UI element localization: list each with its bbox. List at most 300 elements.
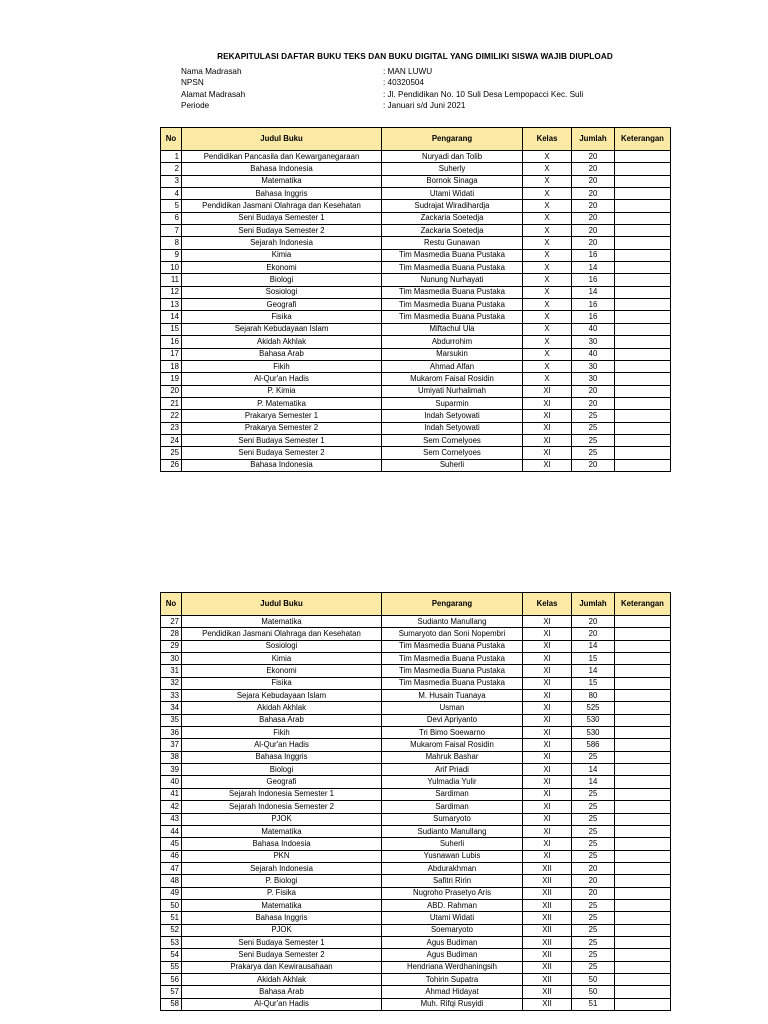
table-row	[161, 986, 671, 998]
cell-quantity: 20	[572, 397, 615, 409]
table-row	[161, 739, 671, 751]
cell-notes	[615, 825, 671, 837]
cell-quantity: 80	[572, 690, 615, 702]
table-row	[161, 776, 671, 788]
cell-class: X	[523, 188, 572, 200]
cell-author: Nugroho Prasetyo Aris	[382, 887, 523, 899]
cell-no: 58	[161, 998, 182, 1010]
table-row	[161, 163, 671, 175]
cell-quantity: 25	[572, 434, 615, 446]
col-header-author: Pengarang	[382, 128, 523, 151]
cell-author: Tim Masmedia Buana Pustaka	[382, 286, 523, 298]
cell-quantity: 530	[572, 727, 615, 739]
cell-title: Ekonomi	[182, 665, 382, 677]
cell-notes	[615, 348, 671, 360]
table-row	[161, 336, 671, 348]
cell-class: XII	[523, 899, 572, 911]
cell-quantity: 525	[572, 702, 615, 714]
table-row	[161, 887, 671, 899]
table-row	[161, 862, 671, 874]
cell-no: 30	[161, 653, 182, 665]
cell-author: Nunung Nurhayati	[382, 274, 523, 286]
cell-quantity: 25	[572, 936, 615, 948]
cell-notes	[615, 311, 671, 323]
cell-notes	[615, 801, 671, 813]
cell-class: XI	[523, 714, 572, 726]
cell-no: 1	[161, 151, 182, 163]
cell-class: XII	[523, 924, 572, 936]
cell-no: 24	[161, 434, 182, 446]
cell-class: XII	[523, 936, 572, 948]
table-row	[161, 249, 671, 261]
cell-class: XI	[523, 410, 572, 422]
cell-class: XI	[523, 677, 572, 689]
cell-class: XI	[523, 813, 572, 825]
cell-class: XI	[523, 801, 572, 813]
cell-notes	[615, 225, 671, 237]
cell-author: Ahmad Hidayat	[382, 986, 523, 998]
cell-notes	[615, 788, 671, 800]
cell-notes	[615, 998, 671, 1010]
cell-quantity: 20	[572, 237, 615, 249]
cell-class: XII	[523, 961, 572, 973]
cell-class: XII	[523, 998, 572, 1010]
table-row	[161, 311, 671, 323]
cell-no: 44	[161, 825, 182, 837]
col-header-no: No	[161, 593, 182, 616]
cell-class: XI	[523, 788, 572, 800]
cell-no: 49	[161, 887, 182, 899]
cell-quantity: 30	[572, 360, 615, 372]
cell-title: Seni Budaya Semester 1	[182, 212, 382, 224]
cell-quantity: 20	[572, 163, 615, 175]
cell-class: XI	[523, 653, 572, 665]
cell-class: XI	[523, 422, 572, 434]
cell-title: Fikih	[182, 360, 382, 372]
cell-class: XII	[523, 973, 572, 985]
cell-no: 19	[161, 373, 182, 385]
cell-notes	[615, 299, 671, 311]
col-header-class: Kelas	[523, 128, 572, 151]
table-row	[161, 813, 671, 825]
cell-class: XII	[523, 986, 572, 998]
cell-title: PJOK	[182, 924, 382, 936]
cell-class: XII	[523, 887, 572, 899]
cell-author: Zackaria Soetedja	[382, 212, 523, 224]
table-row	[161, 225, 671, 237]
table-row	[161, 360, 671, 372]
cell-class: X	[523, 151, 572, 163]
table-row	[161, 850, 671, 862]
cell-title: Fisika	[182, 677, 382, 689]
cell-quantity: 20	[572, 628, 615, 640]
table-row	[161, 434, 671, 446]
cell-class: X	[523, 237, 572, 249]
cell-quantity: 25	[572, 447, 615, 459]
cell-author: ABD. Rahman	[382, 899, 523, 911]
cell-author: Mahruk Bashar	[382, 751, 523, 763]
cell-quantity: 50	[572, 973, 615, 985]
table-row	[161, 690, 671, 702]
cell-no: 31	[161, 665, 182, 677]
cell-author: Mukarom Faisal Rosidin	[382, 373, 523, 385]
cell-notes	[615, 262, 671, 274]
cell-no: 8	[161, 237, 182, 249]
cell-quantity: 25	[572, 410, 615, 422]
table-row	[161, 628, 671, 640]
cell-notes	[615, 616, 671, 628]
cell-title: Biologi	[182, 764, 382, 776]
cell-class: XI	[523, 825, 572, 837]
cell-author: Devi Apriyanto	[382, 714, 523, 726]
cell-title: Fisika	[182, 311, 382, 323]
cell-notes	[615, 163, 671, 175]
cell-quantity: 25	[572, 924, 615, 936]
table-row	[161, 410, 671, 422]
table-row	[161, 640, 671, 652]
cell-quantity: 530	[572, 714, 615, 726]
cell-no: 25	[161, 447, 182, 459]
table-row	[161, 899, 671, 911]
cell-no: 32	[161, 677, 182, 689]
cell-class: XI	[523, 665, 572, 677]
cell-no: 23	[161, 422, 182, 434]
cell-author: Sumaryoto	[382, 813, 523, 825]
table-row	[161, 677, 671, 689]
cell-no: 39	[161, 764, 182, 776]
cell-no: 34	[161, 702, 182, 714]
cell-title: Prakarya Semester 1	[182, 410, 382, 422]
cell-quantity: 20	[572, 875, 615, 887]
cell-author: Miftachul Ula	[382, 323, 523, 335]
cell-quantity: 15	[572, 653, 615, 665]
cell-no: 50	[161, 899, 182, 911]
cell-notes	[615, 912, 671, 924]
table-row	[161, 825, 671, 837]
info-label: NPSN	[181, 78, 204, 88]
cell-class: X	[523, 274, 572, 286]
cell-notes	[615, 385, 671, 397]
col-header-notes: Keterangan	[615, 128, 671, 151]
cell-title: Bahasa Indonesia	[182, 163, 382, 175]
table-header-row	[161, 593, 671, 616]
cell-no: 56	[161, 973, 182, 985]
info-value: : Januari s/d Juni 2021	[383, 101, 466, 111]
cell-notes	[615, 422, 671, 434]
col-header-title: Judul Buku	[182, 593, 382, 616]
cell-notes	[615, 764, 671, 776]
cell-class: XI	[523, 447, 572, 459]
cell-author: Muh. Rifqi Rusyidi	[382, 998, 523, 1010]
cell-author: Sudianto Manullang	[382, 616, 523, 628]
cell-class: X	[523, 286, 572, 298]
table-row	[161, 998, 671, 1010]
cell-notes	[615, 961, 671, 973]
cell-no: 29	[161, 640, 182, 652]
cell-title: Seni Budaya Semester 2	[182, 949, 382, 961]
cell-author: Umiyati Nurhalimah	[382, 385, 523, 397]
book-table-1	[160, 127, 671, 472]
cell-title: Akidah Akhlak	[182, 336, 382, 348]
cell-author: Tim Masmedia Buana Pustaka	[382, 677, 523, 689]
cell-title: Sejarah Indonesia	[182, 862, 382, 874]
cell-title: Sejarah Kebudayaan Islam	[182, 323, 382, 335]
cell-notes	[615, 862, 671, 874]
table-row	[161, 151, 671, 163]
cell-author: Tim Masmedia Buana Pustaka	[382, 299, 523, 311]
cell-no: 7	[161, 225, 182, 237]
cell-no: 4	[161, 188, 182, 200]
cell-class: XI	[523, 459, 572, 471]
cell-title: Sosiologi	[182, 286, 382, 298]
cell-class: XI	[523, 385, 572, 397]
cell-class: XI	[523, 727, 572, 739]
cell-class: XI	[523, 739, 572, 751]
cell-notes	[615, 459, 671, 471]
cell-title: Matematika	[182, 175, 382, 187]
cell-quantity: 30	[572, 373, 615, 385]
cell-notes	[615, 739, 671, 751]
cell-title: Prakarya dan Kewirausahaan	[182, 961, 382, 973]
cell-notes	[615, 360, 671, 372]
cell-quantity: 20	[572, 188, 615, 200]
cell-author: Yusnawan Lubis	[382, 850, 523, 862]
table-row	[161, 936, 671, 948]
table-row	[161, 912, 671, 924]
cell-quantity: 25	[572, 912, 615, 924]
cell-notes	[615, 838, 671, 850]
cell-notes	[615, 690, 671, 702]
cell-title: Matematika	[182, 825, 382, 837]
cell-no: 13	[161, 299, 182, 311]
cell-notes	[615, 665, 671, 677]
cell-author: Suparmin	[382, 397, 523, 409]
cell-title: Al-Qur'an Hadis	[182, 998, 382, 1010]
cell-no: 35	[161, 714, 182, 726]
cell-title: Seni Budaya Semester 1	[182, 434, 382, 446]
cell-title: Matematika	[182, 899, 382, 911]
info-label: Alamat Madrasah	[181, 89, 246, 99]
cell-title: P. Fisika	[182, 887, 382, 899]
cell-notes	[615, 286, 671, 298]
cell-no: 14	[161, 311, 182, 323]
cell-quantity: 25	[572, 788, 615, 800]
book-table-2	[160, 592, 671, 1011]
cell-title: Pendidikan Pancasila dan Kewarganegaraan	[182, 151, 382, 163]
cell-no: 43	[161, 813, 182, 825]
col-header-quantity: Jumlah	[572, 593, 615, 616]
col-header-quantity: Jumlah	[572, 128, 615, 151]
cell-notes	[615, 850, 671, 862]
table-row	[161, 665, 671, 677]
cell-quantity: 16	[572, 274, 615, 286]
cell-author: Mukarom Faisal Rosidin	[382, 739, 523, 751]
cell-class: XI	[523, 616, 572, 628]
cell-notes	[615, 727, 671, 739]
cell-class: X	[523, 225, 572, 237]
cell-notes	[615, 875, 671, 887]
cell-quantity: 40	[572, 323, 615, 335]
table-row	[161, 751, 671, 763]
cell-title: Bahasa Arab	[182, 348, 382, 360]
cell-notes	[615, 702, 671, 714]
cell-author: Tri Bimo Soewarno	[382, 727, 523, 739]
table-row	[161, 714, 671, 726]
cell-author: Tim Masmedia Buana Pustaka	[382, 665, 523, 677]
cell-class: X	[523, 348, 572, 360]
cell-no: 37	[161, 739, 182, 751]
cell-class: X	[523, 299, 572, 311]
cell-notes	[615, 677, 671, 689]
cell-notes	[615, 336, 671, 348]
cell-title: Bahasa Indoesia	[182, 838, 382, 850]
cell-class: XI	[523, 764, 572, 776]
table-row	[161, 188, 671, 200]
cell-title: Pendidikan Jasmani Olahraga dan Kesehatan	[182, 628, 382, 640]
cell-class: XII	[523, 875, 572, 887]
cell-quantity: 20	[572, 200, 615, 212]
cell-quantity: 25	[572, 825, 615, 837]
cell-quantity: 20	[572, 385, 615, 397]
cell-class: XI	[523, 850, 572, 862]
cell-author: Agus Budiman	[382, 936, 523, 948]
table-row	[161, 653, 671, 665]
cell-no: 41	[161, 788, 182, 800]
cell-quantity: 25	[572, 801, 615, 813]
cell-no: 26	[161, 459, 182, 471]
cell-author: Sem Cornelyoes	[382, 434, 523, 446]
cell-no: 6	[161, 212, 182, 224]
table-row	[161, 397, 671, 409]
cell-title: Bahasa Arab	[182, 714, 382, 726]
cell-title: Biologi	[182, 274, 382, 286]
cell-class: X	[523, 212, 572, 224]
cell-notes	[615, 212, 671, 224]
cell-quantity: 14	[572, 286, 615, 298]
cell-title: Seni Budaya Semester 2	[182, 447, 382, 459]
cell-class: XI	[523, 434, 572, 446]
table-row	[161, 764, 671, 776]
cell-notes	[615, 949, 671, 961]
cell-author: Sem Cornelyoes	[382, 447, 523, 459]
cell-notes	[615, 986, 671, 998]
cell-quantity: 20	[572, 459, 615, 471]
cell-quantity: 20	[572, 616, 615, 628]
cell-title: Ekonomi	[182, 262, 382, 274]
cell-class: XI	[523, 690, 572, 702]
cell-title: Sejarah Indonesia Semester 2	[182, 801, 382, 813]
table-row	[161, 286, 671, 298]
cell-class: XI	[523, 838, 572, 850]
info-value: : Jl. Pendidikan No. 10 Suli Desa Lempopacci Kec. Suli	[383, 89, 584, 99]
table-row	[161, 447, 671, 459]
cell-notes	[615, 410, 671, 422]
cell-no: 16	[161, 336, 182, 348]
cell-author: Usman	[382, 702, 523, 714]
cell-title: Geografi	[182, 776, 382, 788]
cell-class: XI	[523, 776, 572, 788]
cell-quantity: 14	[572, 640, 615, 652]
cell-title: P. Matematika	[182, 397, 382, 409]
cell-class: X	[523, 262, 572, 274]
cell-quantity: 586	[572, 739, 615, 751]
cell-author: Tim Masmedia Buana Pustaka	[382, 249, 523, 261]
cell-author: Abdurakhman	[382, 862, 523, 874]
table-row	[161, 459, 671, 471]
cell-title: Matematika	[182, 616, 382, 628]
cell-quantity: 16	[572, 249, 615, 261]
cell-quantity: 25	[572, 813, 615, 825]
cell-quantity: 25	[572, 751, 615, 763]
cell-class: X	[523, 175, 572, 187]
table-row	[161, 323, 671, 335]
cell-quantity: 25	[572, 850, 615, 862]
cell-quantity: 51	[572, 998, 615, 1010]
cell-author: Utami Widati	[382, 912, 523, 924]
table-row	[161, 262, 671, 274]
cell-no: 55	[161, 961, 182, 973]
cell-title: Seni Budaya Semester 1	[182, 936, 382, 948]
table-row	[161, 924, 671, 936]
cell-notes	[615, 776, 671, 788]
cell-no: 12	[161, 286, 182, 298]
cell-no: 11	[161, 274, 182, 286]
cell-author: Utami Widati	[382, 188, 523, 200]
cell-quantity: 14	[572, 776, 615, 788]
cell-author: Tim Masmedia Buana Pustaka	[382, 311, 523, 323]
table-row	[161, 212, 671, 224]
cell-no: 15	[161, 323, 182, 335]
cell-notes	[615, 175, 671, 187]
cell-quantity: 20	[572, 887, 615, 899]
cell-quantity: 25	[572, 961, 615, 973]
cell-author: M. Husain Tuanaya	[382, 690, 523, 702]
cell-quantity: 25	[572, 899, 615, 911]
table-row	[161, 175, 671, 187]
cell-author: Sudianto Manullang	[382, 825, 523, 837]
cell-notes	[615, 397, 671, 409]
cell-notes	[615, 973, 671, 985]
cell-no: 17	[161, 348, 182, 360]
cell-title: Akidah Akhlak	[182, 973, 382, 985]
table-row	[161, 973, 671, 985]
cell-quantity: 20	[572, 212, 615, 224]
table-row	[161, 299, 671, 311]
info-value: : 40320504	[383, 78, 424, 88]
cell-notes	[615, 188, 671, 200]
cell-notes	[615, 813, 671, 825]
cell-title: Bahasa Inggris	[182, 188, 382, 200]
cell-quantity: 20	[572, 225, 615, 237]
cell-no: 9	[161, 249, 182, 261]
col-header-no: No	[161, 128, 182, 151]
cell-quantity: 15	[572, 677, 615, 689]
info-value: : MAN LUWU	[383, 67, 433, 76]
cell-quantity: 20	[572, 151, 615, 163]
table-row	[161, 801, 671, 813]
cell-notes	[615, 323, 671, 335]
cell-author: Zackaria Soetedja	[382, 225, 523, 237]
cell-title: Bahasa Indonesia	[182, 459, 382, 471]
table-row	[161, 875, 671, 887]
cell-title: Sejarah Indonesia Semester 1	[182, 788, 382, 800]
cell-no: 51	[161, 912, 182, 924]
cell-quantity: 50	[572, 986, 615, 998]
cell-title: Prakarya Semester 2	[182, 422, 382, 434]
table-row	[161, 348, 671, 360]
cell-notes	[615, 628, 671, 640]
info-label: Periode	[181, 101, 210, 111]
